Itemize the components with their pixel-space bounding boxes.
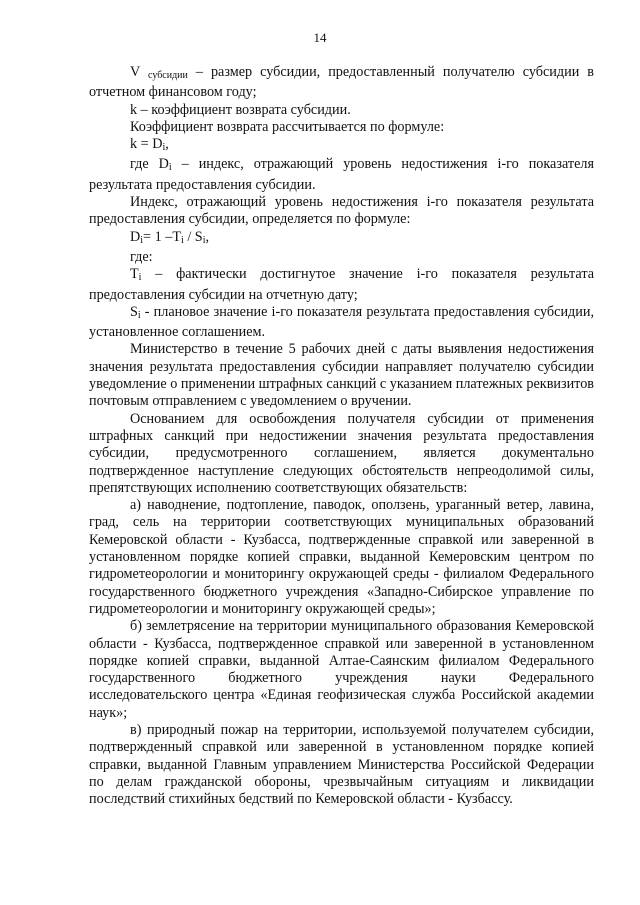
k-definition: k – коэффициент возврата субсидии. [130, 101, 351, 118]
v-definition: V $_{субсидии}$ – размер субсидии, предоставленный получателю субсидии в отчетном финансовом году; [89, 64, 595, 101]
page-number: 14 [313, 30, 327, 45]
ministry-paragraph: Министерство в течение 5 рабочих дней с даты выявления недостижения значения результата предоставления субсидии направляет получателю субсидии уведомление о применении штрафных санкций с указанием платежных реквизитов почтовым отправлением с уведомлением о вручении. [89, 341, 594, 410]
list-item-b: б) землетрясение на территории муниципального образования Кемеровской области - Кузбасса, подтвержденное справкой или заверенной в установленном порядке копией справки, выданной Алтае-Саянским филиалом Федерального государственного бюджетного учреждения науки Федерального исследовательского центра «Единая геофизическая служба Российской академии наук»; [89, 618, 594, 721]
where-label: где: [130, 248, 153, 265]
t-definition: $T_i$ – фактически достигнутое значение i-го показателя результата предоставления субсидии на отчетную дату; [89, 266, 594, 303]
index-intro: Индекс, отражающий уровень недостижения i-го показателя результата предоставления субсидии, определяется по формуле: [89, 194, 594, 228]
k-formula: $k = D_i$, [130, 136, 169, 154]
list-item-c: в) природный пожар на территории, используемой получателем субсидии, подтвержденный справкой или заверенной в установленном порядке копией справки, выданной Главным управлением Министерства Российской Федерации по делам гражданской обороны, чрезвычайным ситуациям и ликвидации последствий стихийных бедствий по Кемеровской области - Кузбассу. [89, 721, 594, 808]
document-body [89, 64, 594, 808]
d-definition: где $D_i$ – индекс, отражающий уровень недостижения i-го показателя результата предоставления субсидии. [89, 156, 594, 193]
k-formula-intro: Коэффициент возврата рассчитывается по формуле: [130, 118, 445, 135]
d-formula: $D_i= 1$ $-T_i / S_i$, [130, 228, 210, 246]
s-definition: $S_i$ - плановое значение i-го показателя результата предоставления субсидии, установленное соглашением. [89, 303, 594, 341]
list-item-a: а) наводнение, подтопление, паводок, оползень, ураганный ветер, лавина, град, сель на территории соответствующих муниципальных образований Кемеровской области - Кузбасса, подтвержденные справкой или заверенной в установленном порядке копией справки, выданной Кемеровским центром по гидрометеорологии и мониторингу окружающей среды - филиалом Федерального государственного бюджетного учреждения «Западно-Сибирское управление по гидрометеорологии и мониторингу окружающей среды»; [89, 497, 594, 617]
grounds-paragraph: Основанием для освобождения получателя субсидии от применения штрафных санкций при недостижении значения результата предоставления субсидии, предусмотренного соглашением, является документально подтвержденное наступление следующих обстоятельств непреодолимой силы, препятствующих исполнению соответствующих обязательств: [89, 410, 594, 496]
